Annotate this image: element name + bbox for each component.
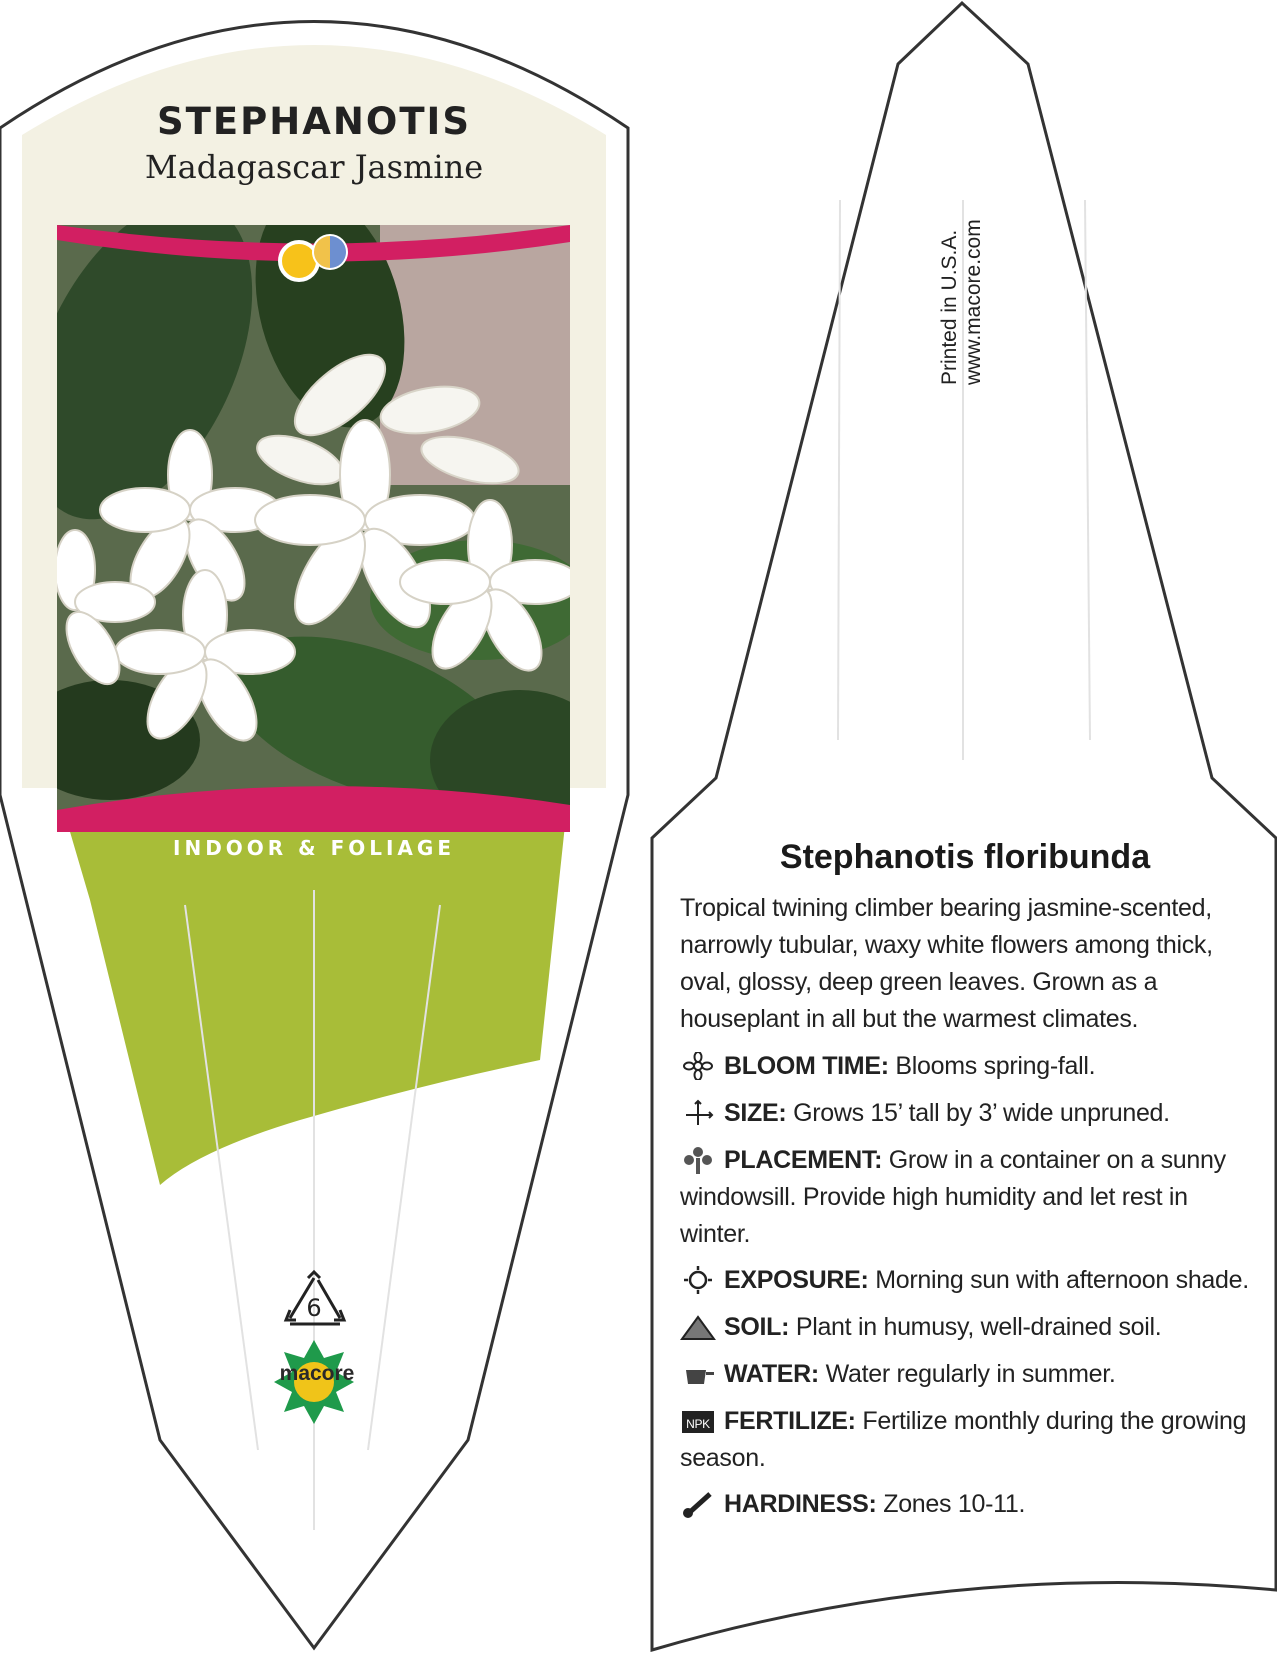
botanical-name: Stephanotis floribunda (779, 838, 1151, 876)
care-size: SIZE: Grows 15’ tall by 3’ wide unpruned. (680, 1095, 1250, 1132)
care-fertilize: NPK FERTILIZE: Fertilize monthly during the growing season. (680, 1407, 1247, 1472)
care-placement: PLACEMENT: Grow in a container on a sunny windowsill. Provide high humidity and let rest in winter. (680, 1146, 1226, 1248)
svg-text:NPK: NPK (686, 1417, 710, 1431)
care-hardiness: HARDINESS: Zones 10-11. (680, 1486, 1250, 1523)
care-water: WATER: Water regularly in summer. (680, 1356, 1250, 1393)
water-icon (680, 1360, 716, 1388)
plant-common-name: Madagascar Jasmine (144, 148, 484, 186)
care-exposure: EXPOSURE: Morning sun with afternoon shade. (680, 1262, 1250, 1299)
plant-description: Tropical twining climber bearing jasmine-scented, narrowly tubular, waxy white flowers among thick, oval, glossy, deep green leaves. Grown as a houseplant in all but the warmest climates. (680, 894, 1213, 1033)
website-text: www.macore.com (962, 219, 985, 385)
plant-title: STEPHANOTIS (157, 100, 471, 143)
bloom-icon (680, 1052, 716, 1080)
printed-in-text: Printed in U.S.A. (938, 229, 961, 385)
recycle-code: 6 (306, 1294, 322, 1322)
brand-name: macore (279, 1362, 355, 1385)
soil-icon (680, 1313, 716, 1341)
size-icon (680, 1099, 716, 1127)
exposure-icon (680, 1266, 716, 1294)
hardiness-icon (680, 1490, 716, 1518)
category-label: INDOOR & FOLIAGE (173, 836, 455, 860)
care-soil: SOIL: Plant in humusy, well-drained soil. (680, 1309, 1250, 1346)
placement-icon (680, 1146, 716, 1174)
care-bloom-time: BLOOM TIME: Blooms spring-fall. (680, 1048, 1250, 1085)
fertilize-icon (680, 1407, 716, 1435)
